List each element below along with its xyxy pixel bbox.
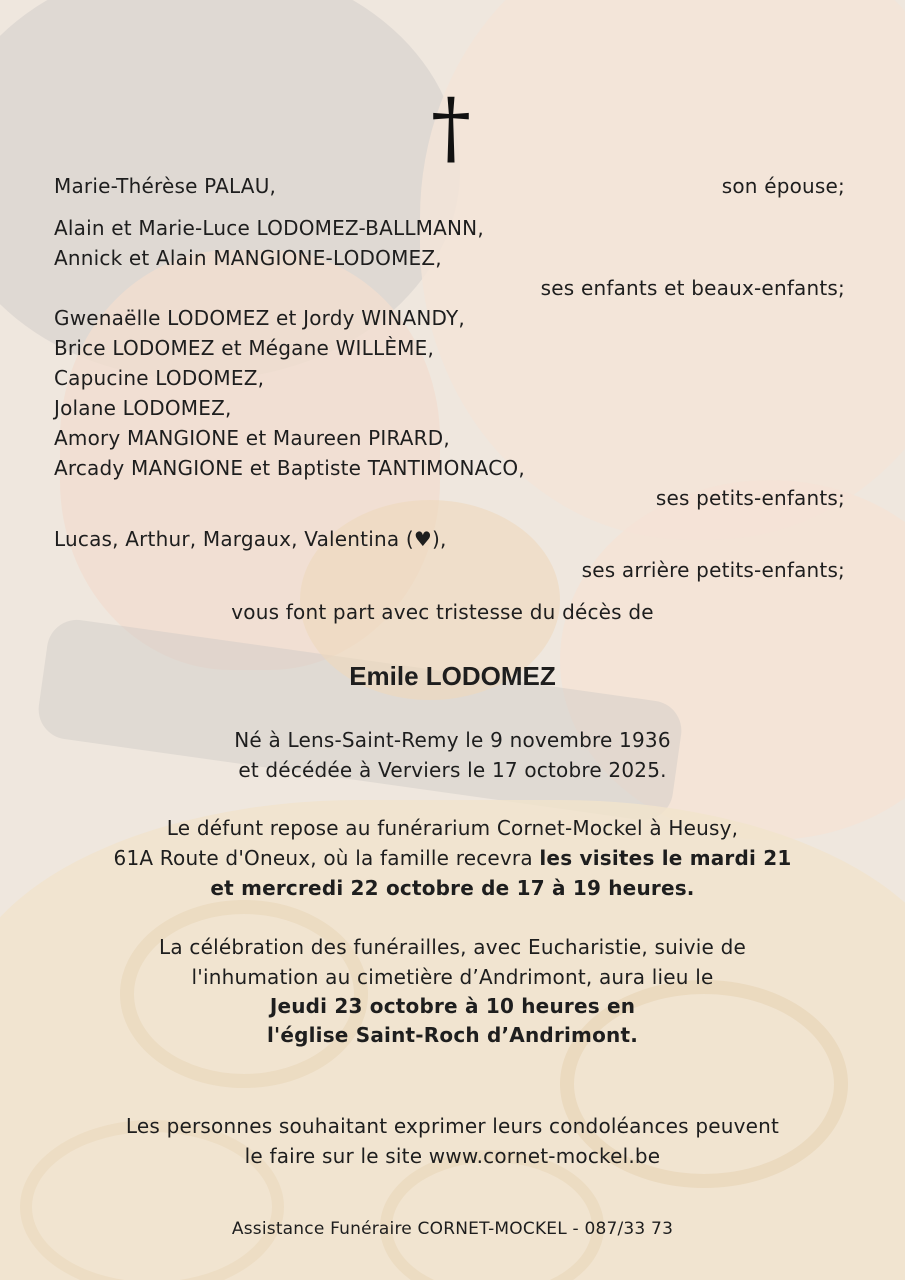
funeral-date — [30, 991, 875, 1021]
funeral-place-text: l'église Saint-Roch d’Andrimont. — [266, 1023, 639, 1047]
visitation-line: Le défunt repose au funérarium Cornet-Mockel à Heusy, — [166, 816, 739, 840]
grandchild-line: Arcady MANGIONE et Baptiste TANTIMONACO, — [54, 456, 525, 480]
grandchild-line: Gwenaëlle LODOMEZ et Jordy WINANDY, — [54, 306, 465, 330]
visitation-hours-text: et mercredi 22 octobre de 17 à 19 heures. — [210, 876, 695, 900]
spouse-relation: son épouse; — [721, 174, 845, 198]
funeral-date-text: Jeudi 23 octobre à 10 heures en — [269, 994, 636, 1018]
spouse-line — [54, 171, 845, 201]
funeral-place — [30, 1020, 875, 1050]
deceased-name: Emile LODOMEZ — [349, 661, 556, 691]
visitation-line — [30, 843, 875, 873]
cross-icon: † — [431, 81, 471, 174]
visitation-address: 61A Route d'Oneux, où la famille recevra — [113, 846, 540, 870]
great-grandchildren-line: Lucas, Arthur, Margaux, Valentina (♥), — [54, 527, 447, 551]
birth-line: Né à Lens-Saint-Remy le 9 novembre 1936 — [234, 728, 671, 752]
funeral-line: l'inhumation au cimetière d’Andrimont, aura lieu le — [191, 965, 714, 989]
death-line: et décédée à Verviers le 17 octobre 2025. — [238, 758, 667, 782]
grandchild-line: Brice LODOMEZ et Mégane WILLÈME, — [54, 336, 435, 360]
visitation-dates: les visites le mardi 21 — [539, 846, 792, 870]
grandchild-line: Jolane LODOMEZ, — [54, 396, 232, 420]
grandchild-line: Amory MANGIONE et Maureen PIRARD, — [54, 426, 450, 450]
footer-text: Assistance Funéraire CORNET-MOCKEL - 087/33 73 — [231, 1219, 674, 1239]
grandchild-line: Capucine LODOMEZ, — [54, 366, 265, 390]
condolences-line: le faire sur le site www.cornet-mockel.be — [244, 1144, 661, 1168]
announcement-text: vous font part avec tristesse du décès de — [231, 600, 654, 624]
visitation-hours — [30, 873, 875, 903]
child-line: Annick et Alain MANGIONE-LODOMEZ, — [54, 246, 442, 270]
spouse-name: Marie-Thérèse PALAU, — [54, 174, 277, 198]
grandchildren-relation: ses petits-enfants; — [655, 486, 845, 510]
great-grandchildren-relation: ses arrière petits-enfants; — [581, 558, 845, 582]
children-relation: ses enfants et beaux-enfants; — [540, 276, 845, 300]
child-line: Alain et Marie-Luce LODOMEZ-BALLMANN, — [54, 216, 484, 240]
condolences-line: Les personnes souhaitant exprimer leurs condoléances peuvent — [125, 1114, 780, 1138]
funeral-line: La célébration des funérailles, avec Eucharistie, suivie de — [159, 935, 746, 959]
